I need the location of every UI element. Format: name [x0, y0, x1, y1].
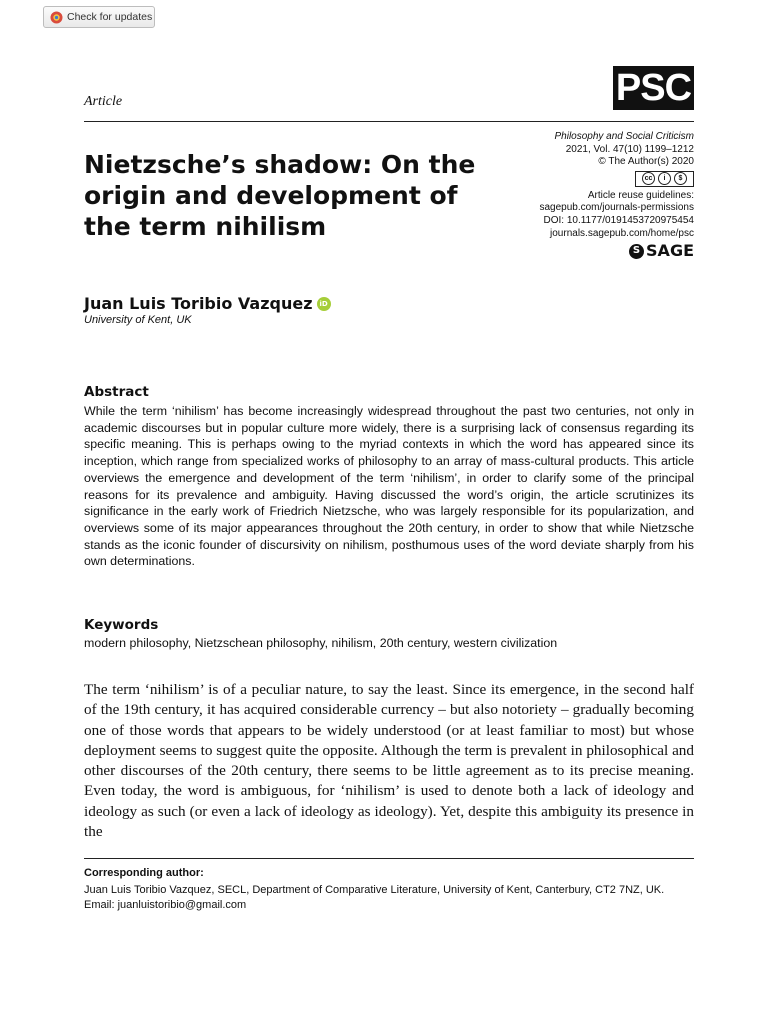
footnote-rule: [84, 858, 694, 859]
keywords-heading: Keywords: [84, 617, 159, 633]
orcid-icon[interactable]: iD: [317, 297, 331, 311]
volume-line: 2021, Vol. 47(10) 1199–1212: [565, 143, 694, 155]
journal-logo: PSC: [613, 66, 694, 110]
sage-s-icon: S: [629, 244, 644, 259]
publication-meta: [464, 131, 694, 259]
copyright-line: © The Author(s) 2020: [598, 156, 694, 168]
nc-icon: $: [674, 172, 687, 185]
check-updates-icon: [50, 11, 63, 24]
by-icon: i: [658, 172, 671, 185]
abstract-heading: Abstract: [84, 384, 149, 400]
corresponding-email[interactable]: Email: juanluistoribio@gmail.com: [84, 899, 247, 911]
abstract-text: While the term ‘nihilism’ has become increasingly widespread throughout the past two centuries, not only in academic discourses but in popular culture more widely, there is a surprising lack of consensus regarding its specific meaning. This is perhaps owing to the myriad contexts in which the word has appeared since its inception, which range from specialized works of philosophy to an array of mass-cultural products. This article overviews the emergence and development of the term ‘nihilism’, in order to clarify some of the principal reasons for its prevalence and ambiguity. Having discussed the word’s origin, the article scrutinizes its significance in the early work of Friedrich Nietzsche, who was largely responsible for its popularization, and overviews some of its major appearances throughout the 20th century, in order to show that while Nietzsche stands as the iconic founder of discursivity on nihilism, posthumous uses of the word deviate sharply from his own determinations.: [84, 404, 694, 569]
journal-name: Philosophy and Social Criticism: [554, 131, 694, 142]
sage-logo: [629, 241, 694, 261]
author-name-text: Juan Luis Toribio Vazquez: [84, 294, 313, 313]
corresponding-author-details: [84, 883, 696, 913]
sage-logo-text: SAGE: [646, 241, 694, 261]
check-updates-label: Check for updates: [67, 11, 153, 23]
author-affiliation: University of Kent, UK: [84, 314, 192, 326]
check-for-updates-button[interactable]: [43, 6, 155, 28]
corresponding-address: Juan Luis Toribio Vazquez, SECL, Department of Comparative Literature, University of Kent, Canterbury, CT2 7NZ, UK.: [84, 884, 665, 896]
cc-icon: cc: [642, 172, 655, 185]
article-type-label: Article: [84, 94, 123, 109]
journal-home-link[interactable]: journals.sagepub.com/home/psc: [550, 227, 694, 239]
body-paragraph: The term ‘nihilism’ is of a peculiar nature, to say the least. Since its emergence, in the second half of the 19th century, it has acquired considerable currency – but also notoriety – gradually becoming one of those words that appears to be widely understood (or at least familiar to most) but whose deployment seems to suggest quite the opposite. Although the term is prevalent in philosophical and other discourses of the 20th century, there seems to be little agreement as to its precise meaning. Even today, the word is ambiguous, for ‘nihilism’ is used to denote both a lack of ideology and ideology as such (or even a lack of ideology as ideology). Yet, despite this ambiguity its presence in the: [84, 681, 694, 841]
keywords-text: modern philosophy, Nietzschean philosophy, nihilism, 20th century, western civilization: [84, 636, 558, 650]
header-rule: [84, 121, 694, 122]
creative-commons-badge[interactable]: [635, 171, 694, 187]
corresponding-author-heading: Corresponding author:: [84, 867, 204, 879]
article-title: Nietzsche’s shadow: On the origin and development of the term nihilism: [84, 150, 476, 241]
doi-link[interactable]: DOI: 10.1177/0191453720975454: [543, 214, 694, 226]
reuse-label: Article reuse guidelines:: [587, 189, 694, 201]
author-name: [84, 294, 331, 313]
reuse-link[interactable]: sagepub.com/journals-permissions: [539, 202, 694, 214]
